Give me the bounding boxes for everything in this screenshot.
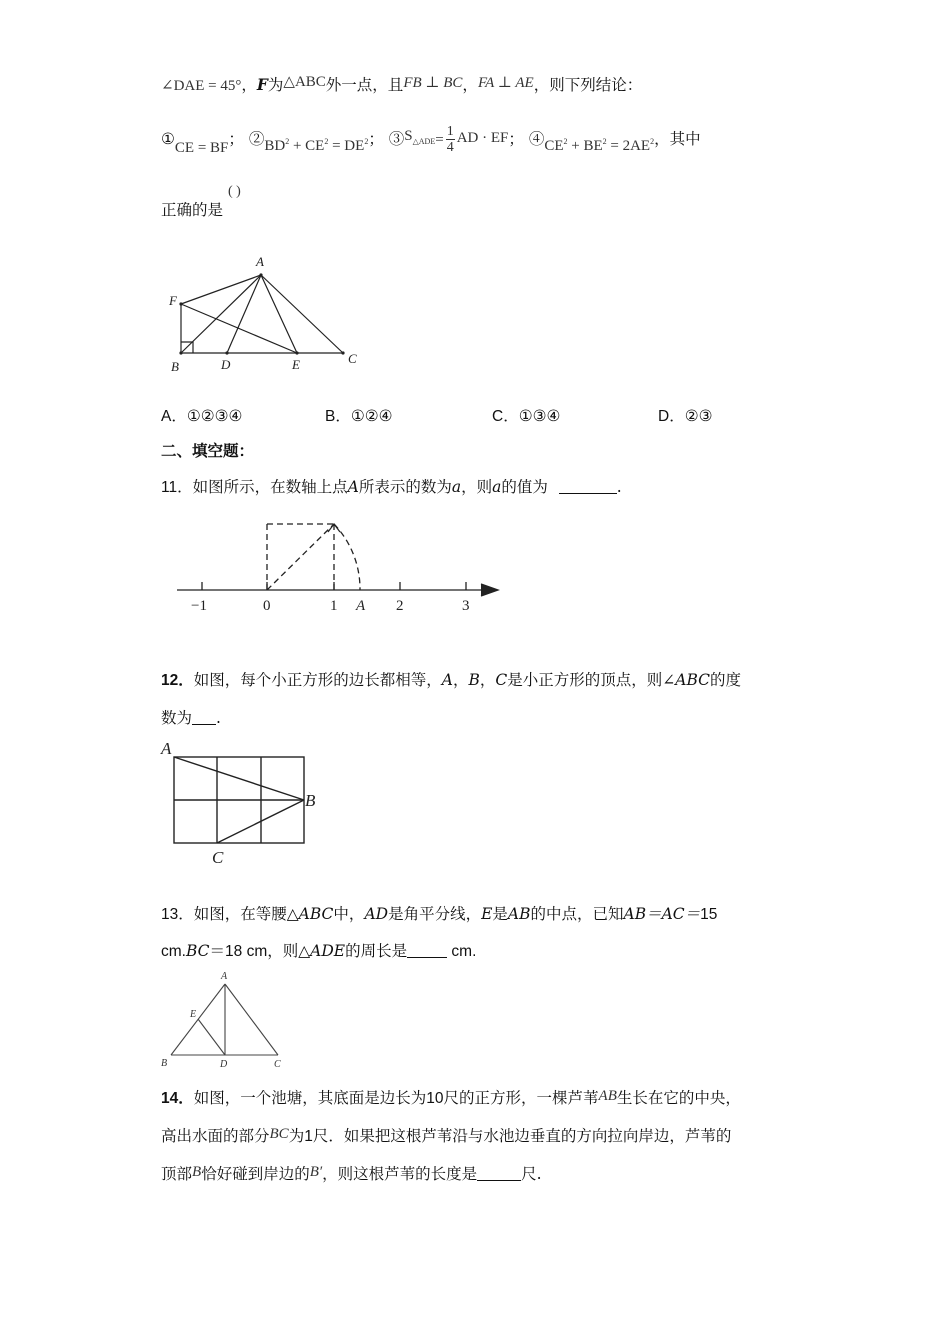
q14-text-line1 <box>161 1086 741 1109</box>
label-e: E <box>292 357 300 372</box>
tick-label-neg1: −1 <box>191 598 207 614</box>
triangle-ade: △ADE <box>298 942 346 960</box>
answer-blank[interactable] <box>407 943 447 958</box>
q12-grid-figure <box>155 735 335 870</box>
angle-abc: ∠ABC <box>662 671 710 689</box>
point-f: F <box>256 75 268 94</box>
text: 是角平分线， <box>388 905 482 923</box>
expr: AD · EF <box>456 129 509 146</box>
sub: △ADE <box>412 136 436 146</box>
var: B <box>468 671 480 689</box>
area-s: S <box>404 127 413 144</box>
q12-text-line1 <box>161 670 741 691</box>
tick-label-0: 0 <box>263 598 271 614</box>
exp: 2 <box>650 136 655 146</box>
segment-ea <box>261 275 297 353</box>
conclusion-3 <box>388 124 524 155</box>
text: ，则 <box>267 942 299 960</box>
q10-answer-prompt <box>161 200 223 220</box>
label-c: C <box>274 1059 281 1070</box>
q10-conclusions-line <box>161 124 701 158</box>
label-e: E <box>190 1009 197 1020</box>
numerator: 1 <box>446 124 454 139</box>
question-number: 12． <box>161 672 194 689</box>
text: ，则这根芦苇的长度是 <box>322 1165 478 1183</box>
expr: = DE <box>328 137 365 154</box>
circled-1: ① <box>161 129 175 148</box>
punct: ； <box>228 129 244 148</box>
segment-fa <box>181 275 261 304</box>
section-title-fill-in: 二、填空题： <box>161 443 255 460</box>
text: ，则 <box>461 478 493 496</box>
option-letter: D． <box>658 408 685 425</box>
q13-text-line2 <box>161 941 476 962</box>
denominator: 4 <box>446 140 454 155</box>
punct: ， <box>479 671 496 689</box>
text: 外一点，且 <box>325 76 404 94</box>
answer-blank[interactable] <box>559 479 617 494</box>
option-d[interactable] <box>658 406 713 427</box>
text: 尺．如果把这根芦苇沿与水池边垂直的方向拉向岸边，芦苇的 <box>312 1127 732 1145</box>
segment-ca <box>261 275 343 353</box>
exp: 2 <box>285 136 290 146</box>
expr: CE = BF <box>174 139 229 156</box>
fa-perp-ae: FA ⊥ AE <box>477 75 534 91</box>
punct: ， <box>241 76 257 94</box>
expr: + BE <box>567 137 603 154</box>
var: E <box>481 905 493 923</box>
text: 是 <box>492 905 508 923</box>
var: AD <box>364 905 389 923</box>
punct: ； <box>508 129 524 148</box>
label-d: D <box>220 1059 228 1070</box>
text: 是小正方形的顶点，则 <box>507 671 663 689</box>
q14-text-line2 <box>161 1124 731 1147</box>
arc <box>334 524 360 590</box>
label-d: D <box>221 357 231 372</box>
var: BC <box>185 942 210 960</box>
var-a: a <box>451 478 462 496</box>
option-value: ②③ <box>684 407 713 425</box>
text: 正确的是 <box>161 201 224 219</box>
text: 的度 <box>710 671 742 689</box>
text: 顶部 <box>161 1165 193 1183</box>
label-c: C <box>212 848 224 867</box>
var: C <box>495 671 508 689</box>
text: 生长在它的中央， <box>616 1089 741 1107</box>
exp: 2 <box>563 136 568 146</box>
fb-perp-bc: FB ⊥ BC <box>403 75 463 91</box>
conclusion-4 <box>528 129 701 154</box>
exp: 2 <box>324 136 329 146</box>
tick-label-3: 3 <box>462 598 470 614</box>
text: 中， <box>333 905 365 923</box>
text: 的值为 <box>501 478 548 496</box>
label-b: B <box>171 359 179 374</box>
expr: BD <box>264 137 286 154</box>
conclusion-2 <box>248 129 384 154</box>
label-b: B <box>161 1058 168 1069</box>
axis-arrow <box>481 584 498 596</box>
punct: ， <box>462 76 478 94</box>
text: 尺的正方形，一棵芦苇 <box>443 1089 599 1107</box>
option-a[interactable] <box>161 406 242 427</box>
label-b: B <box>305 791 316 810</box>
segment-ed <box>198 1019 225 1055</box>
option-value: ①②④ <box>350 407 393 425</box>
tick-label-2: 2 <box>396 598 404 614</box>
option-value: ①③④ <box>518 407 561 425</box>
value: 1 <box>304 1128 313 1145</box>
var: B′ <box>309 1164 323 1180</box>
q11-number-line-figure <box>165 510 515 620</box>
option-letter: A． <box>161 408 187 425</box>
segment-ba <box>181 275 261 353</box>
option-c[interactable] <box>492 406 560 427</box>
question-number: 14． <box>161 1090 194 1107</box>
segment-ab <box>174 757 304 800</box>
circled-2: ② <box>248 129 265 148</box>
label-a: A <box>221 971 228 982</box>
q11-text <box>161 477 622 498</box>
fraction-one-quarter <box>446 124 455 155</box>
diagonal <box>267 524 334 590</box>
var: BC <box>269 1126 289 1142</box>
label-f: F <box>169 293 177 308</box>
text: 为 <box>288 1127 305 1145</box>
label-a: A <box>256 254 264 269</box>
text: 的周长是 <box>345 942 408 960</box>
unit: cm. <box>447 943 477 960</box>
question-number: 13． <box>161 906 194 923</box>
unit: cm. <box>161 943 186 960</box>
option-value: ①②③④ <box>186 407 243 425</box>
var-a-point: A <box>347 478 359 496</box>
conclusion-1 <box>161 129 244 156</box>
tick-label-1: 1 <box>330 598 338 614</box>
punct: ； <box>368 129 384 148</box>
eq: = <box>435 131 444 148</box>
q10-geometry-figure <box>150 250 380 380</box>
text: 恰好碰到岸边的 <box>201 1165 310 1183</box>
q12-text-line2 <box>161 708 221 728</box>
label-c: C <box>348 351 357 366</box>
q14-text-line3 <box>161 1162 542 1184</box>
text: 如图，在等腰 <box>193 905 287 923</box>
text: 尺. <box>521 1165 542 1183</box>
punct: ，其中 <box>654 129 701 148</box>
text: 如图，一个池塘，其底面是边长为 <box>193 1089 427 1107</box>
text: 数为 <box>161 709 193 727</box>
circled-3: ③ <box>388 129 405 148</box>
answer-blank[interactable] <box>192 710 216 725</box>
var: B <box>192 1164 202 1180</box>
text: 如图所示，在数轴上点 <box>192 478 348 496</box>
expr: + CE <box>289 137 325 154</box>
punct: . <box>216 709 221 727</box>
answer-paren: ( ) <box>228 184 241 199</box>
segment-da <box>227 275 261 353</box>
text: 所表示的数为 <box>358 478 452 496</box>
var: A <box>441 671 453 689</box>
expr: = 2AE <box>606 137 651 154</box>
value: 15 <box>700 906 718 923</box>
q13-triangle-figure <box>150 965 300 1075</box>
option-letter: C． <box>492 408 519 425</box>
value: 10 <box>426 1090 444 1107</box>
q13-text-line1 <box>161 904 717 925</box>
angle-dae-expr: ∠DAE = 45° <box>161 78 242 94</box>
var-a: a <box>492 478 502 496</box>
question-number: 11． <box>161 479 193 496</box>
punct: . <box>616 478 622 496</box>
equation: AB＝AC＝ <box>623 905 701 923</box>
var: AB <box>507 905 531 923</box>
triangle-abc: △ABC <box>283 74 326 90</box>
q10-condition-line <box>161 72 642 96</box>
punct: ， <box>452 671 469 689</box>
expr: CE <box>544 137 564 154</box>
circled-4: ④ <box>528 129 545 148</box>
equation: ＝18 cm <box>209 943 268 960</box>
option-letter: B． <box>325 408 351 425</box>
triangle-abc: △ABC <box>286 905 334 923</box>
exp: 2 <box>602 136 607 146</box>
text: 高出水面的部分 <box>161 1127 270 1145</box>
exp: 2 <box>364 136 369 146</box>
var: AB <box>598 1088 617 1104</box>
text: 的中点，已知 <box>530 905 624 923</box>
option-b[interactable] <box>325 406 393 427</box>
point-a-label: A <box>356 598 366 614</box>
text: ，则下列结论： <box>533 76 643 94</box>
segment-fe <box>181 304 297 353</box>
segment-ac <box>225 984 278 1055</box>
text: 如图，每个小正方形的边长都相等， <box>193 671 442 689</box>
text: 为 <box>267 76 284 94</box>
answer-blank[interactable] <box>477 1166 521 1181</box>
label-a: A <box>161 739 172 758</box>
